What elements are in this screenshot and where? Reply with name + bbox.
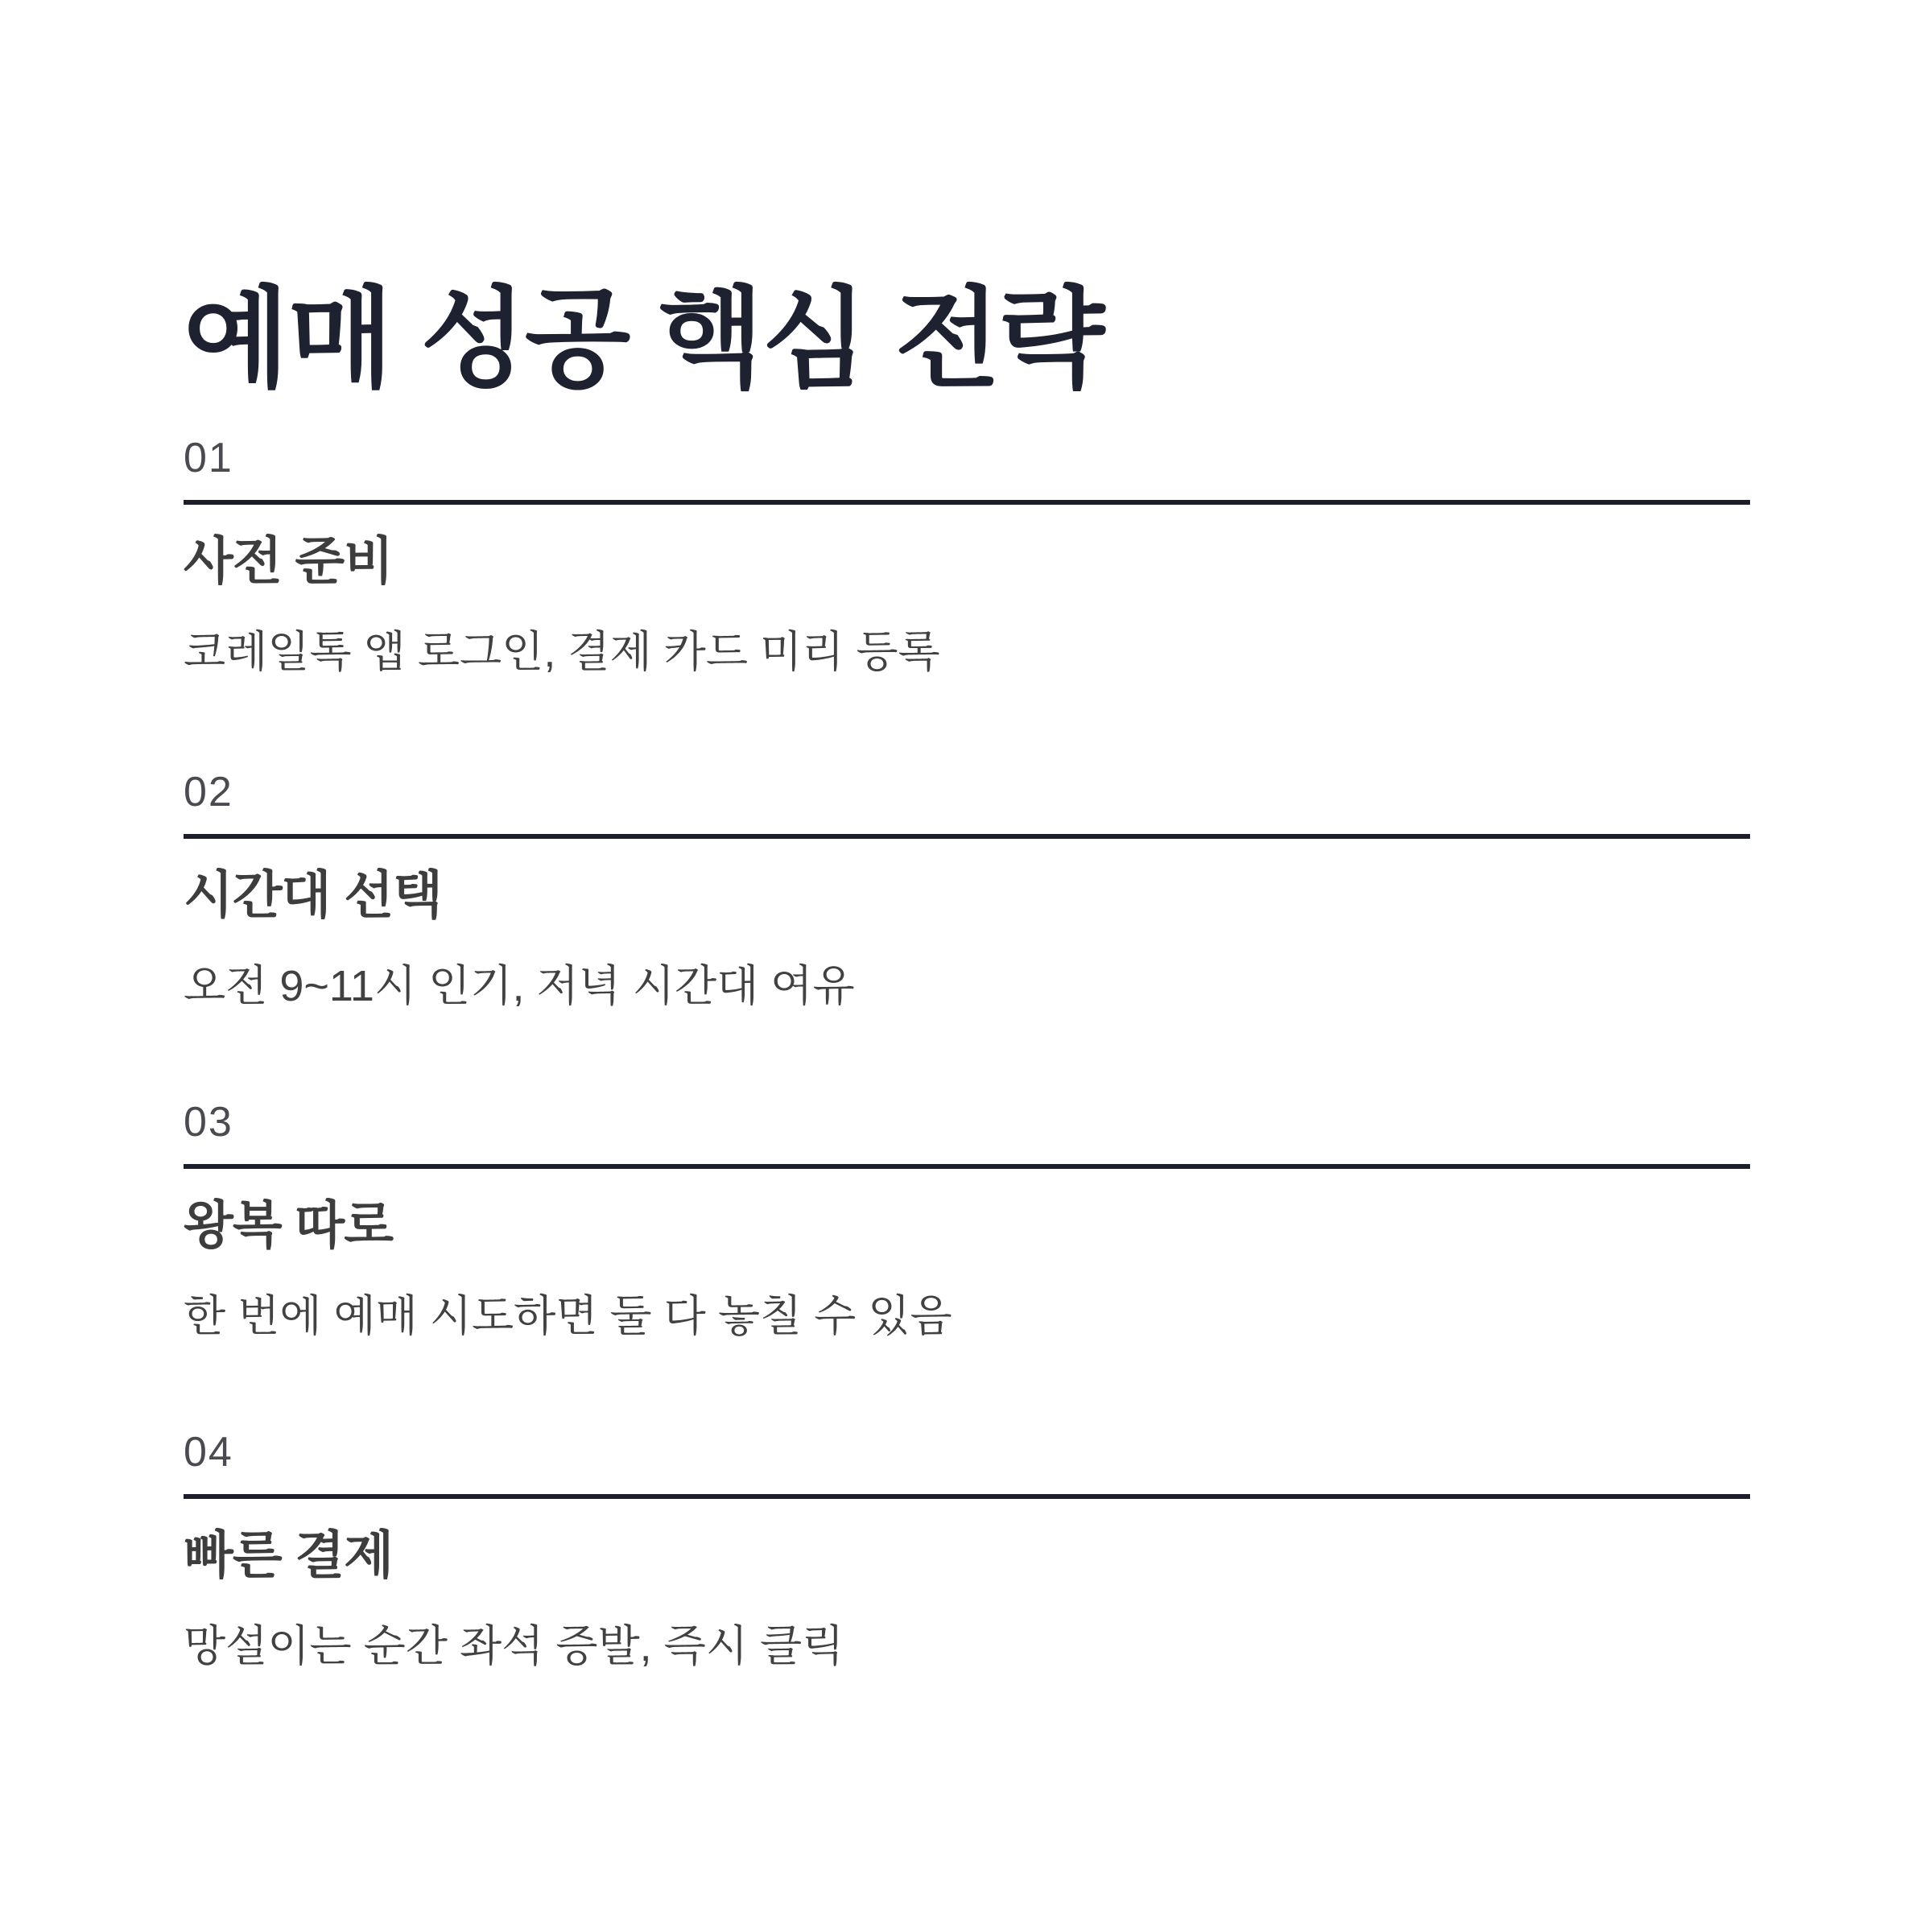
- strategy-section-1: [184, 437, 1750, 677]
- section-number: 01: [184, 435, 233, 481]
- section-number: 03: [184, 1099, 233, 1146]
- section-description: 망설이는 순간 좌석 증발, 즉시 클릭: [184, 1622, 844, 1670]
- section-heading: 빠른 결제: [184, 1526, 394, 1584]
- section-description: 오전 9~11시 인기, 저녁 시간대 여유: [184, 962, 855, 1010]
- strategy-section-4: [184, 1431, 1750, 1671]
- section-divider: [184, 1164, 1750, 1169]
- section-heading: 왕복 따로: [184, 1196, 394, 1254]
- section-description: 한 번에 예매 시도하면 둘 다 놓칠 수 있음: [184, 1292, 952, 1340]
- strategy-section-2: [184, 771, 1750, 1011]
- section-heading: 시간대 선택: [184, 866, 442, 924]
- section-divider: [184, 500, 1750, 505]
- section-divider: [184, 834, 1750, 839]
- section-description: 코레일톡 앱 로그인, 결제 카드 미리 등록: [184, 628, 940, 676]
- page-title: 예매 성공 핵심 전략: [184, 278, 1104, 401]
- section-divider: [184, 1494, 1750, 1499]
- section-number: 04: [184, 1429, 233, 1476]
- section-number: 02: [184, 769, 233, 815]
- strategy-section-3: [184, 1101, 1750, 1341]
- section-heading: 사전 준비: [184, 532, 394, 590]
